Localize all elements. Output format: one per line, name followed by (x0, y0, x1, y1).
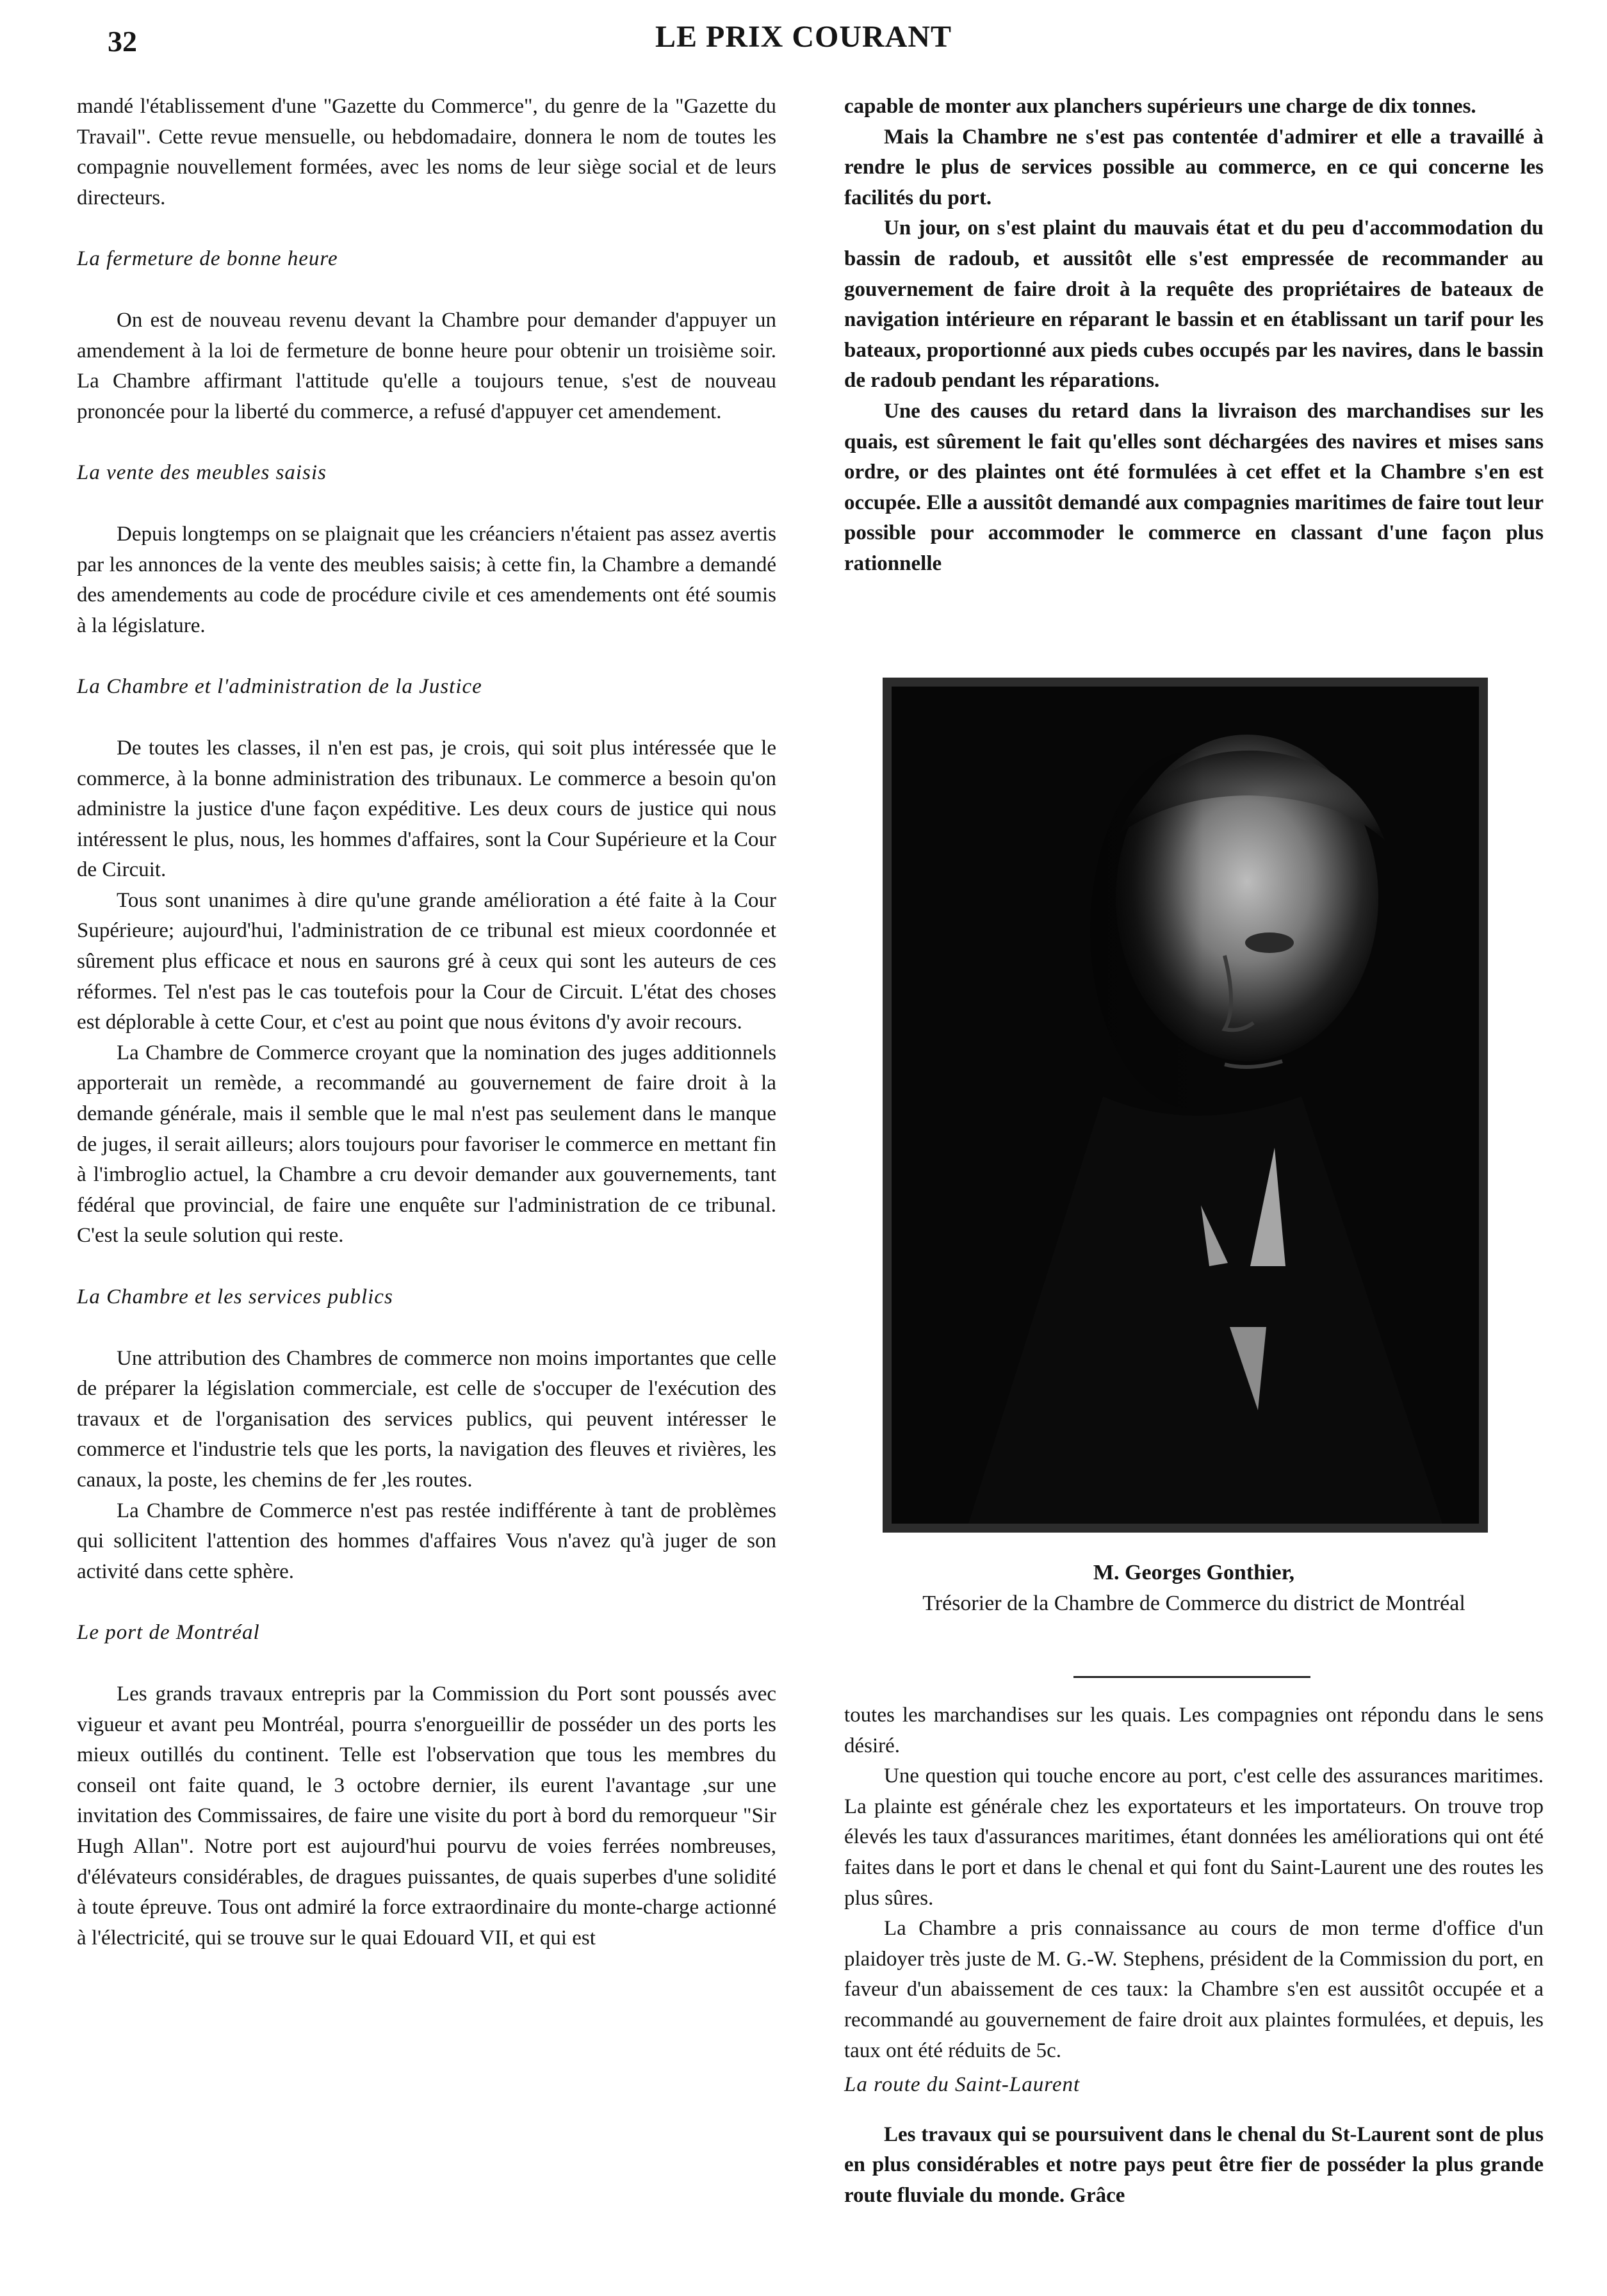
paragraph-justice-2: Tous sont unanimes à dire qu'une grande amélioration a été faite à la Cour Supérieure; aujourd'hui, l'administration de ce tribunal est mieux coordonnée et sûrement plus efficace et nous en saurons gré à ceux qui sont les auteurs de ces réformes. Tel n'est pas le cas toutefois pour la Cour de Circuit. L'état des choses est déplorable à cette Cour, et c'est au point que nous évitons d'y avoir recours. (77, 888, 776, 1034)
paragraph-toutes: toutes les marchandises sur les quais. Les compagnies ont répondu dans le sens désiré. (844, 1704, 1544, 1757)
left-column (77, 92, 776, 1953)
paragraph-route: Les travaux qui se poursuivent dans le chenal du St-Laurent sont de plus en plus considérables et notre pays peut être fier de posséder la plus grande route fluviale du monde. Grâce (844, 2122, 1544, 2207)
paragraph-question: Une question qui touche encore au port, c'est celle des assurances maritimes. La plainte est générale chez les exportateurs et les importateurs. On trouve trop élevés les taux d'assurances maritimes, étant données les améliorations qui ont été faites dans le port et dans le chenal et qui font du Saint-Laurent une des routes les plus sûres. (844, 1764, 1544, 1910)
heading-route: La route du Saint-Laurent (844, 2073, 1081, 2097)
paragraph-fermeture: On est de nouveau revenu devant la Chambre pour demander d'appuyer un amendement à la loi de fermeture de bonne heure pour obtenir un troisième soir. La Chambre affirmant l'attitude qu'elle a toujours tenue, s'est de nouveau prononcée pour la liberté du commerce, a refusé d'appuyer cet amendement. (77, 308, 776, 423)
caption-name: M. Georges Gonthier, (1093, 1561, 1295, 1584)
portrait-illustration (892, 687, 1479, 1524)
paragraph-vente: Depuis longtemps on se plaignait que les créanciers n'étaient pas assez avertis par les annonces de la vente des meubles saisis; à cette fin, la Chambre a demandé des amendements au code de procédure civile et ces amendements ont été soumis à la législature. (77, 522, 776, 637)
heading-fermeture: La fermeture de bonne heure (77, 247, 338, 271)
paragraph-services-2: La Chambre de Commerce n'est pas restée indifférente à tant de problèmes qui sollicitent l'attention des hommes d'affaires Vous n'avez qu'à juger de son activité dans cette sphère. (77, 1499, 776, 1583)
paragraph-port: Les grands travaux entrepris par la Commission du Port sont poussés avec vigueur et avant peu Montréal, pourra s'enorgueillir de posséder un des ports les mieux outillés du continent. Telle est l'observation que tous les membres du conseil ont faite quand, le 3 octobre dernier, ils eurent l'avantage ,sur une invitation des Commissaires, de faire une visite du port à bord du remorqueur "Sir Hugh Allan". Notre port est aujourd'hui pourvu de voies ferrées nombreuses, d'élévateurs considérables, de dragues puissantes, de quais superbes d'une solidité à toute épreuve. Tous ont admiré la force extraordinaire du monte-charge actionné à l'électricité, qui se trouve sur le quai Edouard VII, et qui est (77, 1682, 776, 1950)
heading-port: Le port de Montréal (77, 1621, 260, 1645)
heading-vente: La vente des meubles saisis (77, 461, 327, 485)
portrait-caption (844, 1558, 1544, 1619)
right-column-top (844, 92, 1544, 580)
paragraph-causes: Une des causes du retard dans la livraison des marchandises sur les quais, est sûrement le fait qu'elles sont déchargées des navires et mises sans ordre, or des plaintes ont été formulées à cet effet et la Chambre s'en est occupée. Elle a aussitôt demandé aux compagnies maritimes de faire tout leur possible pour accommoder le commerce en classant d'une façon plus rationnelle (844, 399, 1544, 575)
paragraph-continuation: capable de monter aux planchers supérieurs une charge de dix tonnes. (844, 95, 1476, 118)
page-number: 32 (108, 25, 137, 58)
paragraph-chambre: Mais la Chambre ne s'est pas contentée d'admirer et elle a travaillé à rendre le plus de services possible au commerce, en ce qui concerne les facilités du port. (844, 125, 1544, 209)
caption-title: Trésorier de la Chambre de Commerce du district de Montréal (922, 1592, 1465, 1615)
paragraph-plaidoyer: La Chambre a pris connaissance au cours de mon terme d'office d'un plaidoyer très juste de M. G.-W. Stephens, président de la Commission du port, en faveur d'un abaissement de ces taux: la Chambre s'en est aussitôt occupée et a recommandé au gouvernement de faire droit aux plaintes formulées, et depuis, les taux ont été réduits de 5c. (844, 1917, 1544, 2062)
masthead-title: LE PRIX COURANT (655, 20, 952, 54)
portrait-image (892, 687, 1479, 1524)
paragraph-intro: mandé l'établissement d'une "Gazette du Commerce", du genre de la "Gazette du Travail". Cette revue mensuelle, ou hebdomadaire, donnera le nom de toutes les compagnie nouvellement formées, avec les noms de leur siège social et de leurs directeurs. (77, 95, 776, 209)
right-column-bottom (844, 1700, 1544, 2211)
divider-rule (1073, 1676, 1310, 1678)
paragraph-un-jour: Un jour, on s'est plaint du mauvais état et du peu d'accommodation du bassin de radoub, et aussitôt elle s'est empressée de recommander au gouvernement de faire droit à la requête des propriétaires de bateaux de navigation intérieure en réparant le bassin et en établissant un tarif pour les bateaux, proportionné aux pieds cubes occupés par les navires, dans le bassin de radoub pendant les réparations. (844, 216, 1544, 393)
portrait-photo (883, 678, 1488, 1533)
paragraph-justice-1: De toutes les classes, il n'en est pas, je crois, qui soit plus intéressée que le commerce, à la bonne administration des tribunaux. Le commerce a besoin qu'on administre la justice d'une façon expéditive. Les deux cours de justice qui nous intéressent le plus, nous, les hommes d'affaires, sont la Cour Supérieure et la Cour de Circuit. (77, 736, 776, 882)
heading-services: La Chambre et les services publics (77, 1285, 393, 1308)
heading-justice: La Chambre et l'administration de la Justice (77, 675, 482, 699)
paragraph-justice-3: La Chambre de Commerce croyant que la nomination des juges additionnels apporterait un remède, a recommandé au gouvernement de faire droit à la demande générale, mais il semble que le mal n'est pas seulement dans le manque de juges, il serait ailleurs; alors toujours pour favoriser le commerce en mettant fin à l'imbroglio actuel, la Chambre a cru devoir demander aux gouvernements, tant fédéral que provincial, de faire une enquête sur l'administration de ce tribunal. C'est la seule solution qui reste. (77, 1041, 776, 1248)
paragraph-services-1: Une attribution des Chambres de commerce non moins importantes que celle de préparer la législation commerciale, est celle de s'occuper de l'exécution des travaux et de l'organisation des services publics, qui peuvent intéresser le commerce et l'industrie tels que les ports, la navigation des fleuves et rivières, les canaux, la poste, les chemins de fer ,les routes. (77, 1346, 776, 1492)
